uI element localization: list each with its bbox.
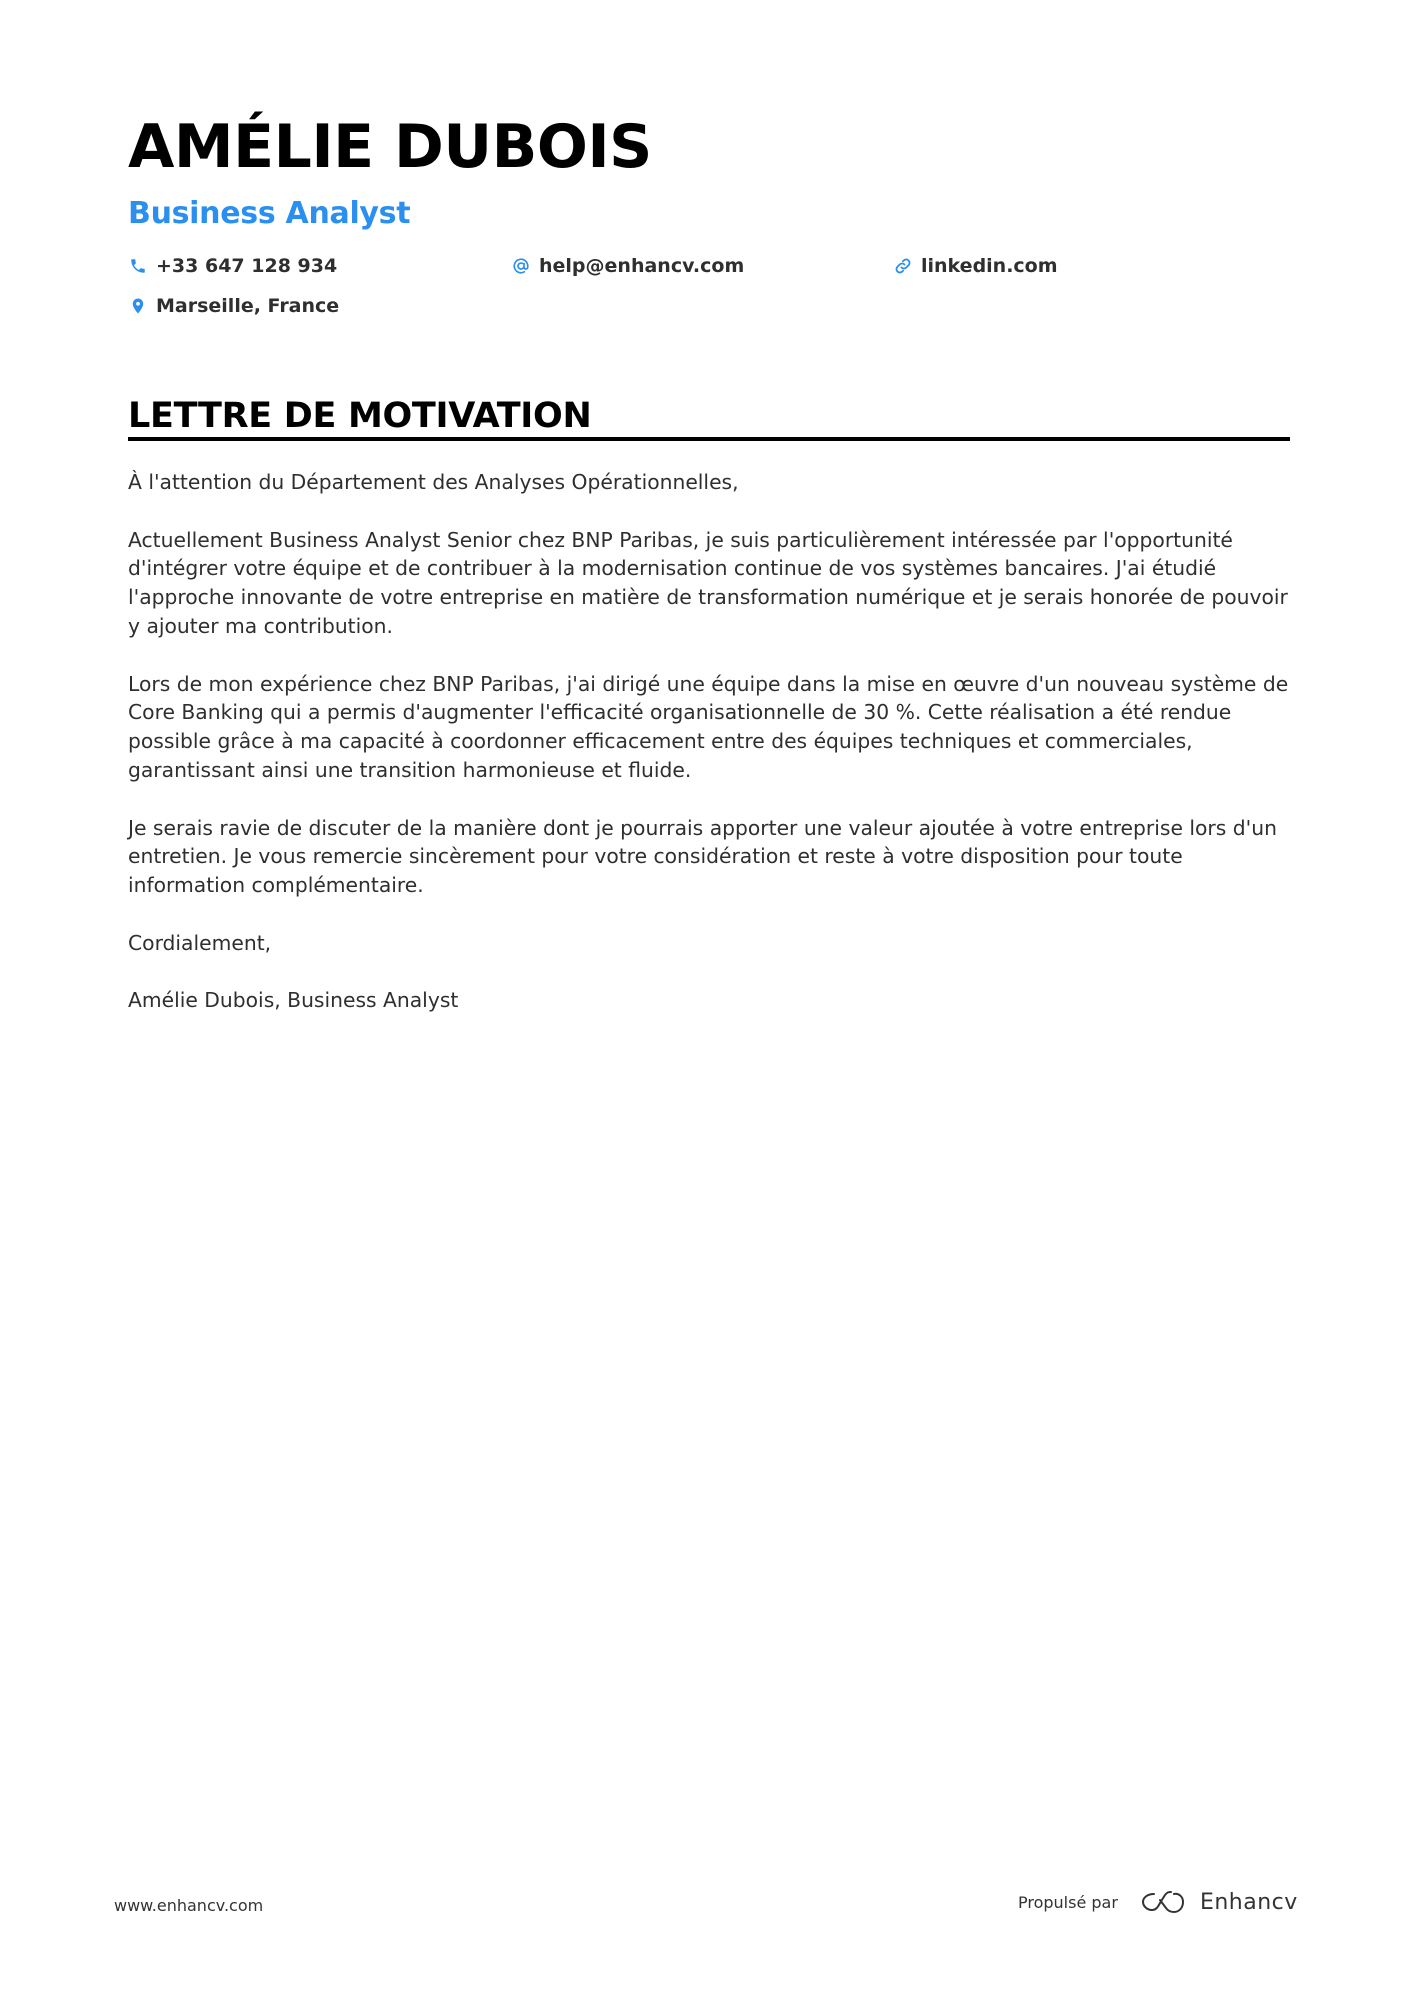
contact-phone <box>128 252 337 280</box>
header <box>128 108 1290 342</box>
linkedin-text: linkedin.com <box>921 255 1058 277</box>
email-text: help@enhancv.com <box>539 255 745 277</box>
contact-email <box>511 252 744 280</box>
candidate-role: Business Analyst <box>128 196 411 231</box>
letter-closing: Cordialement, <box>128 930 272 955</box>
powered-by-label: Propulsé par <box>1018 1892 1118 1912</box>
brand-name: Enhancv <box>1199 1889 1298 1915</box>
contact-info <box>128 252 1290 342</box>
candidate-name: AMÉLIE DUBOIS <box>128 112 652 182</box>
location-text: Marseille, France <box>156 295 340 317</box>
phone-icon <box>128 256 148 276</box>
letter-body <box>128 468 1298 1044</box>
letter-signature: Amélie Dubois, Business Analyst <box>128 988 459 1013</box>
phone-text: +33 647 128 934 <box>156 255 338 277</box>
contact-location <box>128 292 339 320</box>
section-divider <box>128 437 1290 441</box>
link-icon <box>893 256 913 276</box>
location-pin-icon <box>128 296 148 316</box>
enhancv-logo-icon <box>1140 1889 1186 1915</box>
contact-linkedin <box>893 252 1058 280</box>
at-icon <box>511 256 531 276</box>
footer-branding <box>1018 1882 1298 1922</box>
letter-salutation: À l'attention du Département des Analyses Opérationnelles, <box>128 470 739 494</box>
letter-paragraph: Je serais ravie de discuter de la manière dont je pourrais apporter une valeur ajoutée à votre entreprise lors d'un entretien. Je vous remercie sincèrement pour votre considération et reste à votre disposition pour toute information complémentaire. <box>128 815 1277 898</box>
section-title: LETTRE DE MOTIVATION <box>128 396 592 436</box>
letter-paragraph: Actuellement Business Analyst Senior chez BNP Paribas, je suis particulièrement intéressée par l'opportunité d'intégrer votre équipe et de contribuer à la modernisation continue de vos systèmes bancaires. J'ai étudié l'approche innovante de votre entreprise en matière de transformation numérique et je serais honorée de pouvoir y ajouter ma contribution. <box>128 527 1288 638</box>
letter-paragraph: Lors de mon expérience chez BNP Paribas, j'ai dirigé une équipe dans la mise en œuvre d'un nouveau système de Core Banking qui a permis d'augmenter l'efficacité organisationnelle de 30 %. Cette réalisation a été rendue possible grâce à ma capacité à coordonner efficacement entre des équipes techniques et commerciales, garantissant ainsi une transition harmonieuse et fluide. <box>128 671 1289 782</box>
footer-website: www.enhancv.com <box>114 1896 264 1915</box>
